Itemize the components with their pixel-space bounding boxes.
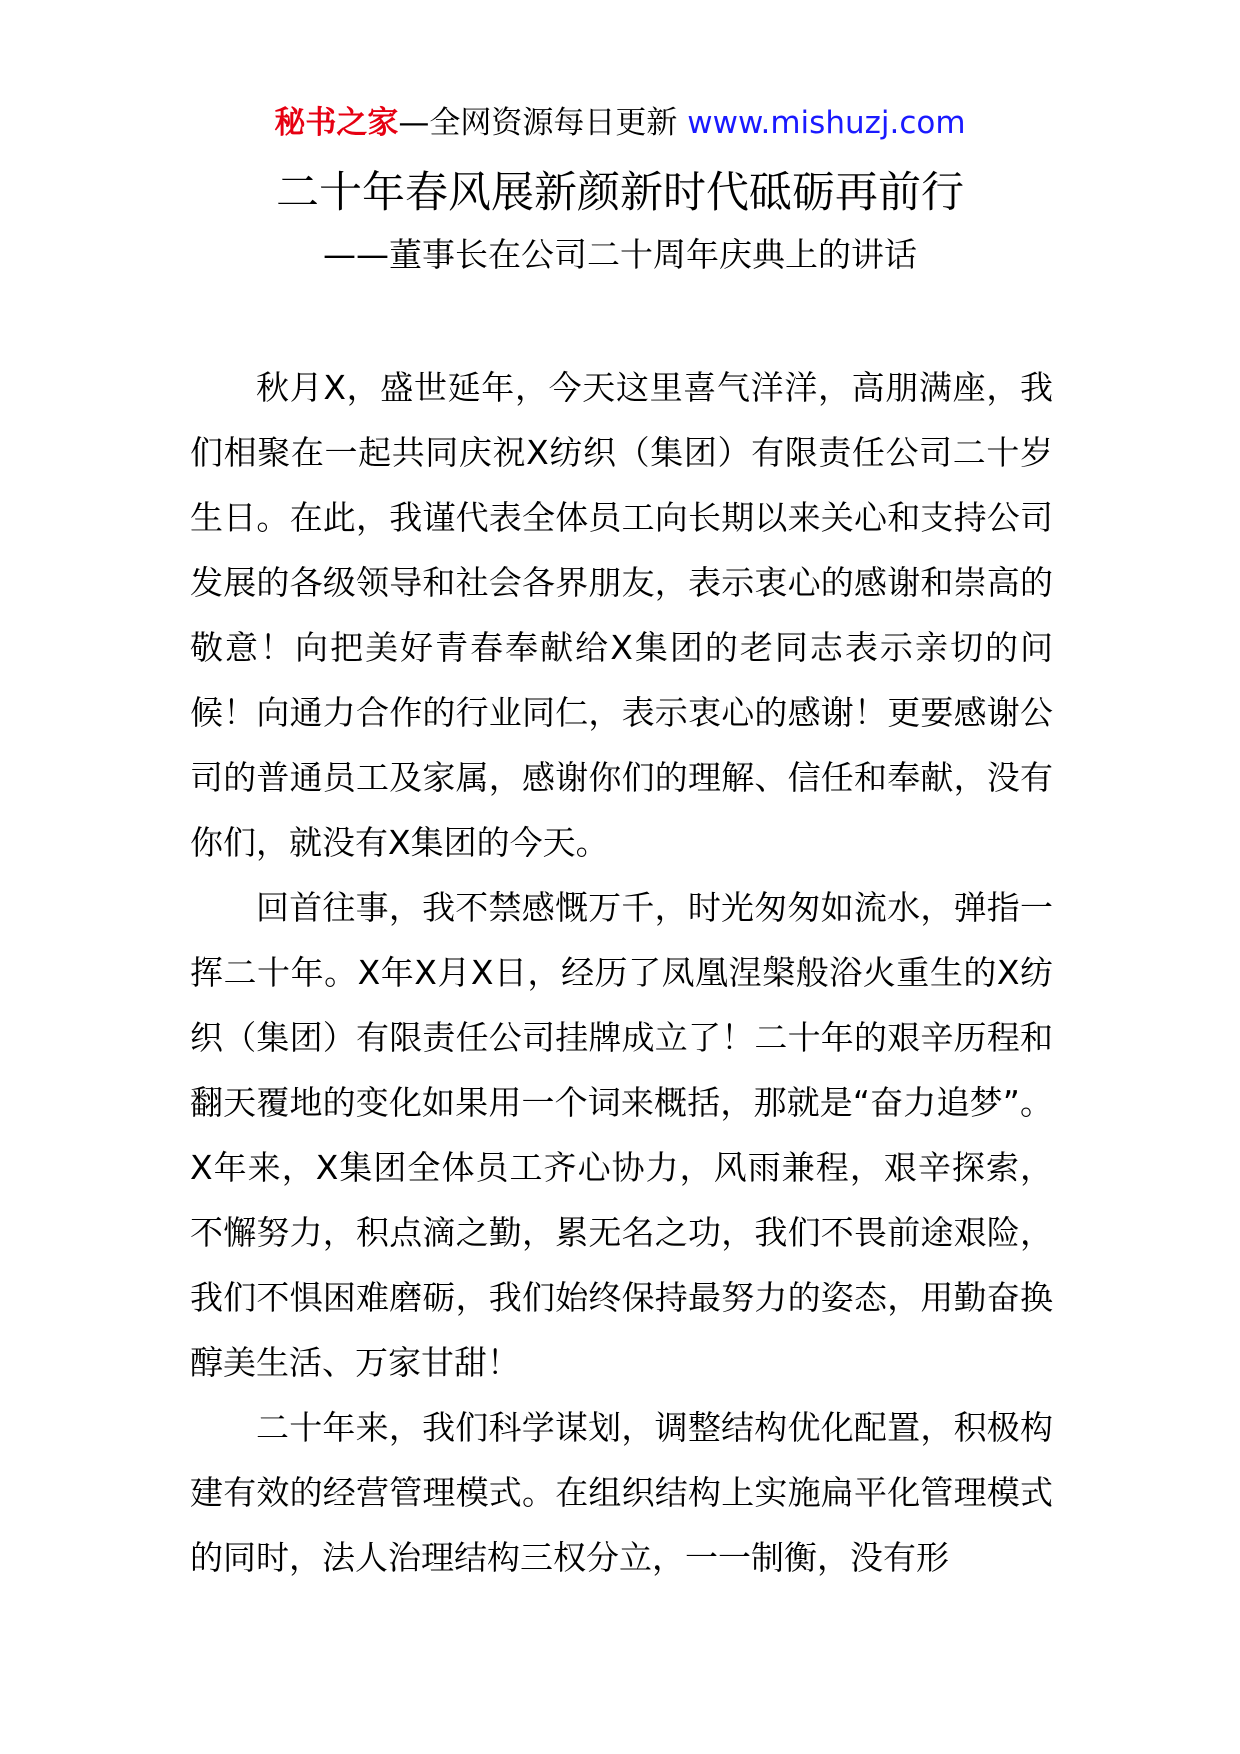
document-subtitle: ——董事长在公司二十周年庆典上的讲话 <box>323 235 917 274</box>
paragraph: 二十年来，我们科学谋划，调整结构优化配置，积极构建有效的经营管理模式。在组织结构上实施扁平化管理模式的同时，法人治理结构三权分立，一一制衡，没有形 <box>190 1408 1053 1577</box>
brand-name: 秘书之家 <box>274 105 399 141</box>
site-url-link[interactable]: www.mishuzj.com <box>687 105 966 141</box>
document-title: 二十年春风展新颜新时代砥砺再前行 <box>276 168 964 218</box>
paragraph: 秋月X，盛世延年，今天这里喜气洋洋，高朋满座，我们相聚在一起共同庆祝X纺织（集团）有限责任公司二十岁生日。在此，我谨代表全体员工向长期以来关心和支持公司发展的各级领导和社会各界朋友，表示衷心的感谢和崇高的敬意！向把美好青春奉献给X集团的老同志表示亲切的问候！向通力合作的行业同仁，表示衷心的感谢！更要感谢公司的普通员工及家属，感谢你们的理解、信任和奉献，没有你们，就没有X集团的今天。 <box>190 368 1053 862</box>
paragraph: 回首往事，我不禁感慨万千，时光匆匆如流水，弹指一挥二十年。X年X月X日，经历了凤凰涅槃般浴火重生的X纺织（集团）有限责任公司挂牌成立了！二十年的艰辛历程和翻天覆地的变化如果用一个词来概括，那就是“奋力追梦”。X年来，X集团全体员工齐心协力，风雨兼程，艰辛探索，不懈努力，积点滴之勤，累无名之功，我们不畏前途艰险，我们不惧困难磨砺，我们始终保持最努力的姿态，用勤奋换醇美生活、万家甘甜！ <box>190 888 1053 1382</box>
header-slogan: —全网资源每日更新 <box>398 105 688 141</box>
site-header <box>0 101 1240 145</box>
document-body <box>190 355 1053 1590</box>
